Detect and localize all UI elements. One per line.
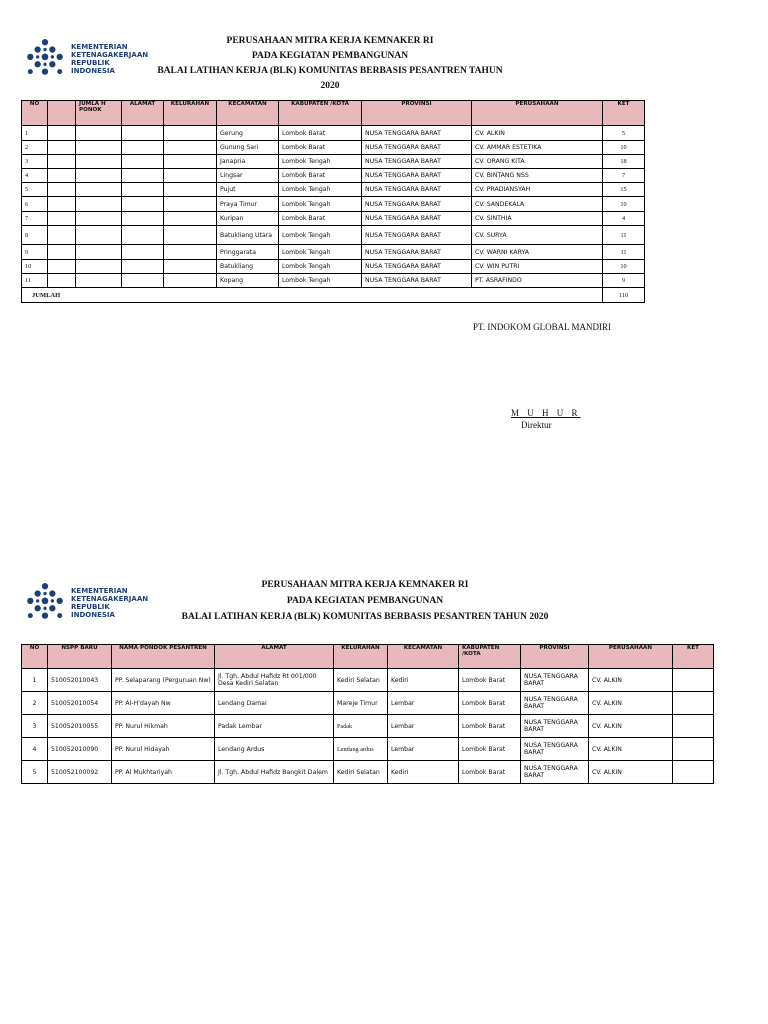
cell-nama-pondok: PP. Al Mukhtariyah [112,761,215,784]
cell-ket: 18 [603,155,645,169]
cell-perusahaan: CV. ALKIN [589,761,673,784]
cell-kecamatan: Gunung Sari [217,141,279,155]
cell-jumlah-pondok [76,274,122,288]
cell-provinsi: NUSA TENGGARA BARAT [362,226,472,245]
cell-perusahaan: CV. AMMAR ESTETIKA [472,141,603,155]
cell-ket: 10 [603,141,645,155]
cell-provinsi: NUSA TENGGARA BARAT [362,197,472,212]
cell-alamat: Lendang Ardus [215,738,334,761]
table-row [22,141,645,155]
cell-perusahaan: CV. ALKIN [472,126,603,141]
cell-jumlah-pondok [76,126,122,141]
logo-line: KETENAGAKERJAAN [71,595,149,603]
cell-ket: 5 [603,126,645,141]
cell-kelurahan [164,141,217,155]
cell-perusahaan: CV. PRADIANSYAH [472,183,603,197]
cell-jumlah-pondok [76,197,122,212]
cell-ket: 11 [603,226,645,245]
cell-provinsi: NUSA TENGGARA BARAT [362,183,472,197]
signature-company: PT. INDOKOM GLOBAL MANDIRI [473,322,611,332]
cell-ket: 11 [603,245,645,260]
title-line-3: BALAI LATIHAN KERJA (BLK) KOMUNITAS BERBASIS PESANTREN TAHUN 2020 [181,612,549,622]
cell-no: 9 [22,245,48,260]
cell-perusahaan: CV. ALKIN [589,715,673,738]
cell-perusahaan: CV. WARNI KARYA [472,245,603,260]
cell-nspp: 510052010090 [48,738,112,761]
cell-kecamatan: Kediri [388,669,459,692]
table-row [22,669,714,692]
cell-ket: 15 [603,183,645,197]
col-header-ket: KET [673,645,714,669]
logo-line: INDONESIA [71,611,115,619]
cell-kabupaten: Lombok Tengah [279,245,362,260]
cell-no: 4 [22,738,48,761]
cell-no: 1 [22,126,48,141]
cell-no: 5 [22,761,48,784]
title-line-1: PERUSAHAAN MITRA KERJA KEMNAKER RI [261,580,469,590]
cell-ket [673,692,714,715]
cell-ket [673,761,714,784]
cell-blank [48,226,76,245]
cell-perusahaan: CV. ALKIN [589,738,673,761]
cell-jumlah-pondok [76,183,122,197]
cell-kecamatan: Kuripan [217,212,279,226]
cell-perusahaan: CV. BINTANG NSS [472,169,603,183]
cell-kelurahan [164,197,217,212]
cell-provinsi: NUSA TENGGARA BARAT [521,715,589,738]
cell-provinsi: NUSA TENGGARA BARAT [362,245,472,260]
cell-provinsi: NUSA TENGGARA BARAT [362,212,472,226]
cell-alamat [122,126,164,141]
cell-jumlah-pondok [76,245,122,260]
cell-kelurahan [164,226,217,245]
col-header-no: NO [22,645,48,669]
col-header-perusahaan: PERUSAHAAN [589,645,673,669]
cell-ket: 10 [603,260,645,274]
cell-kelurahan [164,183,217,197]
kemnaker-logo [24,38,148,80]
cell-kelurahan [164,169,217,183]
cell-kelurahan: Mareje Timur [334,692,388,715]
cell-kecamatan: Lingsar [217,169,279,183]
title-line-2: PADA KEGIATAN PEMBANGUNAN [251,51,409,61]
cell-provinsi: NUSA TENGGARA BARAT [362,169,472,183]
cell-perusahaan: CV. SURYA [472,226,603,245]
kemnaker-emblem-icon [24,582,66,624]
cell-nama-pondok: PP. Nurul Hidayah [112,738,215,761]
cell-jumlah-pondok [76,155,122,169]
cell-perusahaan: CV. SANDEKALA [472,197,603,212]
cell-kabupaten: Lombok Tengah [279,260,362,274]
cell-blank [48,212,76,226]
cell-kelurahan: Padak [334,715,388,738]
cell-alamat: Padak Lembar [215,715,334,738]
table-row [22,183,645,197]
cell-nama-pondok: PP. Nurul Hikmah [112,715,215,738]
table-row [22,126,645,141]
cell-kabupaten: Lombok Barat [459,715,521,738]
cell-ket: 9 [603,274,645,288]
title-line-2: PADA KEGIATAN PEMBANGUNAN [286,596,444,606]
cell-kecamatan: Pringgarata [217,245,279,260]
cell-kabupaten: Lombok Barat [279,126,362,141]
cell-no: 8 [22,226,48,245]
cell-no: 7 [22,212,48,226]
cell-no: 3 [22,715,48,738]
table-row [22,715,714,738]
col-header-kabupaten: KABUPATEN /KOTA [459,645,521,669]
table-row [22,274,645,288]
col-header-kelurahan: KELURAHAN [334,645,388,669]
cell-kecamatan: Gerung [217,126,279,141]
cell-blank [48,260,76,274]
cell-nama-pondok: PP. Al-H'dayah Nw [112,692,215,715]
col-header-nama-pondok: NAMA PONDOK PESANTREN [112,645,215,669]
cell-perusahaan: CV. SINTHIA [472,212,603,226]
logo-line: INDONESIA [71,67,115,75]
cell-kecamatan: Batukliang [217,260,279,274]
cell-alamat [122,245,164,260]
signature-stamp: M U H U R [511,408,581,418]
cell-kecamatan: Pujut [217,183,279,197]
table-row [22,260,645,274]
company-table [21,100,645,303]
logo-line: KETENAGAKERJAAN [71,51,149,59]
cell-blank [48,169,76,183]
cell-blank [48,183,76,197]
cell-perusahaan: CV. ALKIN [589,669,673,692]
col-header-blank [48,101,76,126]
cell-kecamatan: Batukliang Utara [217,226,279,245]
cell-no: 2 [22,141,48,155]
cell-kelurahan [164,245,217,260]
cell-kecamatan: Janapria [217,155,279,169]
table-row [22,169,645,183]
logo-line: KEMENTERIAN [71,43,128,51]
col-header-perusahaan: PERUSAHAAN [472,101,603,126]
cell-perusahaan: PT. ASRAFINDO [472,274,603,288]
document-title [150,34,510,94]
kemnaker-emblem-icon [24,38,66,80]
table-row [22,197,645,212]
cell-alamat [122,260,164,274]
cell-kabupaten: Lombok Tengah [279,197,362,212]
cell-jumlah-pondok [76,141,122,155]
cell-nama-pondok: PP. Selaparang (Perguruan Nw) [112,669,215,692]
cell-alamat [122,212,164,226]
cell-blank [48,274,76,288]
table-row [22,761,714,784]
cell-ket [673,669,714,692]
cell-kecamatan: Kediri [388,761,459,784]
cell-jumlah-pondok [76,260,122,274]
cell-ket: 10 [603,197,645,212]
cell-alamat: Lendang Damai [215,692,334,715]
cell-ket [673,738,714,761]
cell-no: 2 [22,692,48,715]
cell-kelurahan [164,260,217,274]
logo-text [71,587,148,619]
cell-jumlah-pondok [76,169,122,183]
cell-ket: 4 [603,212,645,226]
cell-kelurahan [164,212,217,226]
cell-blank [48,245,76,260]
cell-blank [48,126,76,141]
cell-kabupaten: Lombok Barat [459,692,521,715]
col-header-provinsi: PROVINSI [521,645,589,669]
table-row [22,212,645,226]
cell-kelurahan [164,274,217,288]
logo-text [71,43,148,75]
col-header-provinsi: PROVINSI [362,101,472,126]
logo-line: REPUBLIK [71,603,110,611]
cell-perusahaan: CV. ORANG KITA [472,155,603,169]
cell-kabupaten: Lombok Barat [459,738,521,761]
title-line-3: BALAI LATIHAN KERJA (BLK) KOMUNITAS BERBASIS PESANTREN TAHUN 2020 [157,66,503,91]
cell-alamat [122,141,164,155]
cell-nspp: 510052010043 [48,669,112,692]
cell-provinsi: NUSA TENGGARA BARAT [362,155,472,169]
pesantren-table [21,644,714,784]
cell-blank [48,155,76,169]
col-header-kecamatan: KECAMATAN [217,101,279,126]
document-title [180,577,550,625]
cell-alamat [122,169,164,183]
cell-no: 11 [22,274,48,288]
cell-kecamatan: Praya Timur [217,197,279,212]
col-header-alamat: ALAMAT [215,645,334,669]
cell-kabupaten: Lombok Tengah [279,155,362,169]
col-header-kecamatan: KECAMATAN [388,645,459,669]
col-header-kabupaten: KABUPATEN /KOTA [279,101,362,126]
cell-kabupaten: Lombok Tengah [279,226,362,245]
cell-kecamatan: Kopang [217,274,279,288]
logo-line: KEMENTERIAN [71,587,128,595]
cell-provinsi: NUSA TENGGARA BARAT [521,692,589,715]
cell-provinsi: NUSA TENGGARA BARAT [362,260,472,274]
cell-kelurahan: Lendang ardus [334,738,388,761]
table-row [22,738,714,761]
cell-no: 1 [22,669,48,692]
cell-jumlah-pondok [76,226,122,245]
cell-alamat: Jl. Tgh. Abdul Hafidz Bangkit Dalem [215,761,334,784]
cell-kecamatan: Lembar [388,715,459,738]
cell-kabupaten: Lombok Barat [459,761,521,784]
cell-alamat [122,274,164,288]
cell-provinsi: NUSA TENGGARA BARAT [362,141,472,155]
cell-blank [48,197,76,212]
table-row [22,245,645,260]
cell-kabupaten: Lombok Barat [279,212,362,226]
table-row [22,155,645,169]
cell-perusahaan: CV. ALKIN [589,692,673,715]
cell-alamat [122,155,164,169]
cell-kabupaten: Lombok Barat [459,669,521,692]
title-line-1: PERUSAHAAN MITRA KERJA KEMNAKER RI [226,36,434,46]
cell-nspp: 510052010055 [48,715,112,738]
col-header-jumlah-pondok: JUMLA H PONOK [76,101,122,126]
col-header-ket: KET [603,101,645,126]
cell-alamat: Jl. Tgh. Abdul Hafidz Rt 001/000 Desa Kediri Selatan [215,669,334,692]
col-header-alamat: ALAMAT [122,101,164,126]
cell-blank [48,141,76,155]
col-header-kelurahan: KELURAHAN [164,101,217,126]
cell-no: 10 [22,260,48,274]
cell-nspp: 510052100092 [48,761,112,784]
logo-line: REPUBLIK [71,59,110,67]
cell-provinsi: NUSA TENGGARA BARAT [362,274,472,288]
cell-perusahaan: CV. WIN PUTRI [472,260,603,274]
cell-kecamatan: Lembar [388,692,459,715]
cell-no: 3 [22,155,48,169]
cell-alamat [122,183,164,197]
table-row [22,692,714,715]
cell-provinsi: NUSA TENGGARA BARAT [521,669,589,692]
cell-kabupaten: Lombok Tengah [279,183,362,197]
col-header-no: NO [22,101,48,126]
cell-no: 6 [22,197,48,212]
cell-no: 5 [22,183,48,197]
total-label: JUMLAH [22,288,603,303]
cell-provinsi: NUSA TENGGARA BARAT [521,738,589,761]
cell-kelurahan: Kediri Selatan [334,669,388,692]
cell-provinsi: NUSA TENGGARA BARAT [521,761,589,784]
table-row [22,226,645,245]
cell-kabupaten: Lombok Barat [279,169,362,183]
cell-alamat [122,226,164,245]
cell-kelurahan: Kediri Selatan [334,761,388,784]
cell-ket [673,715,714,738]
cell-provinsi: NUSA TENGGARA BARAT [362,126,472,141]
cell-no: 4 [22,169,48,183]
cell-kecamatan: Lembar [388,738,459,761]
cell-kabupaten: Lombok Tengah [279,274,362,288]
cell-kelurahan [164,155,217,169]
cell-ket: 7 [603,169,645,183]
cell-alamat [122,197,164,212]
cell-jumlah-pondok [76,212,122,226]
cell-nspp: 510052010054 [48,692,112,715]
total-value: 110 [603,288,645,303]
cell-kelurahan [164,126,217,141]
kemnaker-logo [24,582,148,624]
col-header-nspp: NSPP BARU [48,645,112,669]
cell-kabupaten: Lombok Barat [279,141,362,155]
signature-role: Direktur [521,420,552,430]
